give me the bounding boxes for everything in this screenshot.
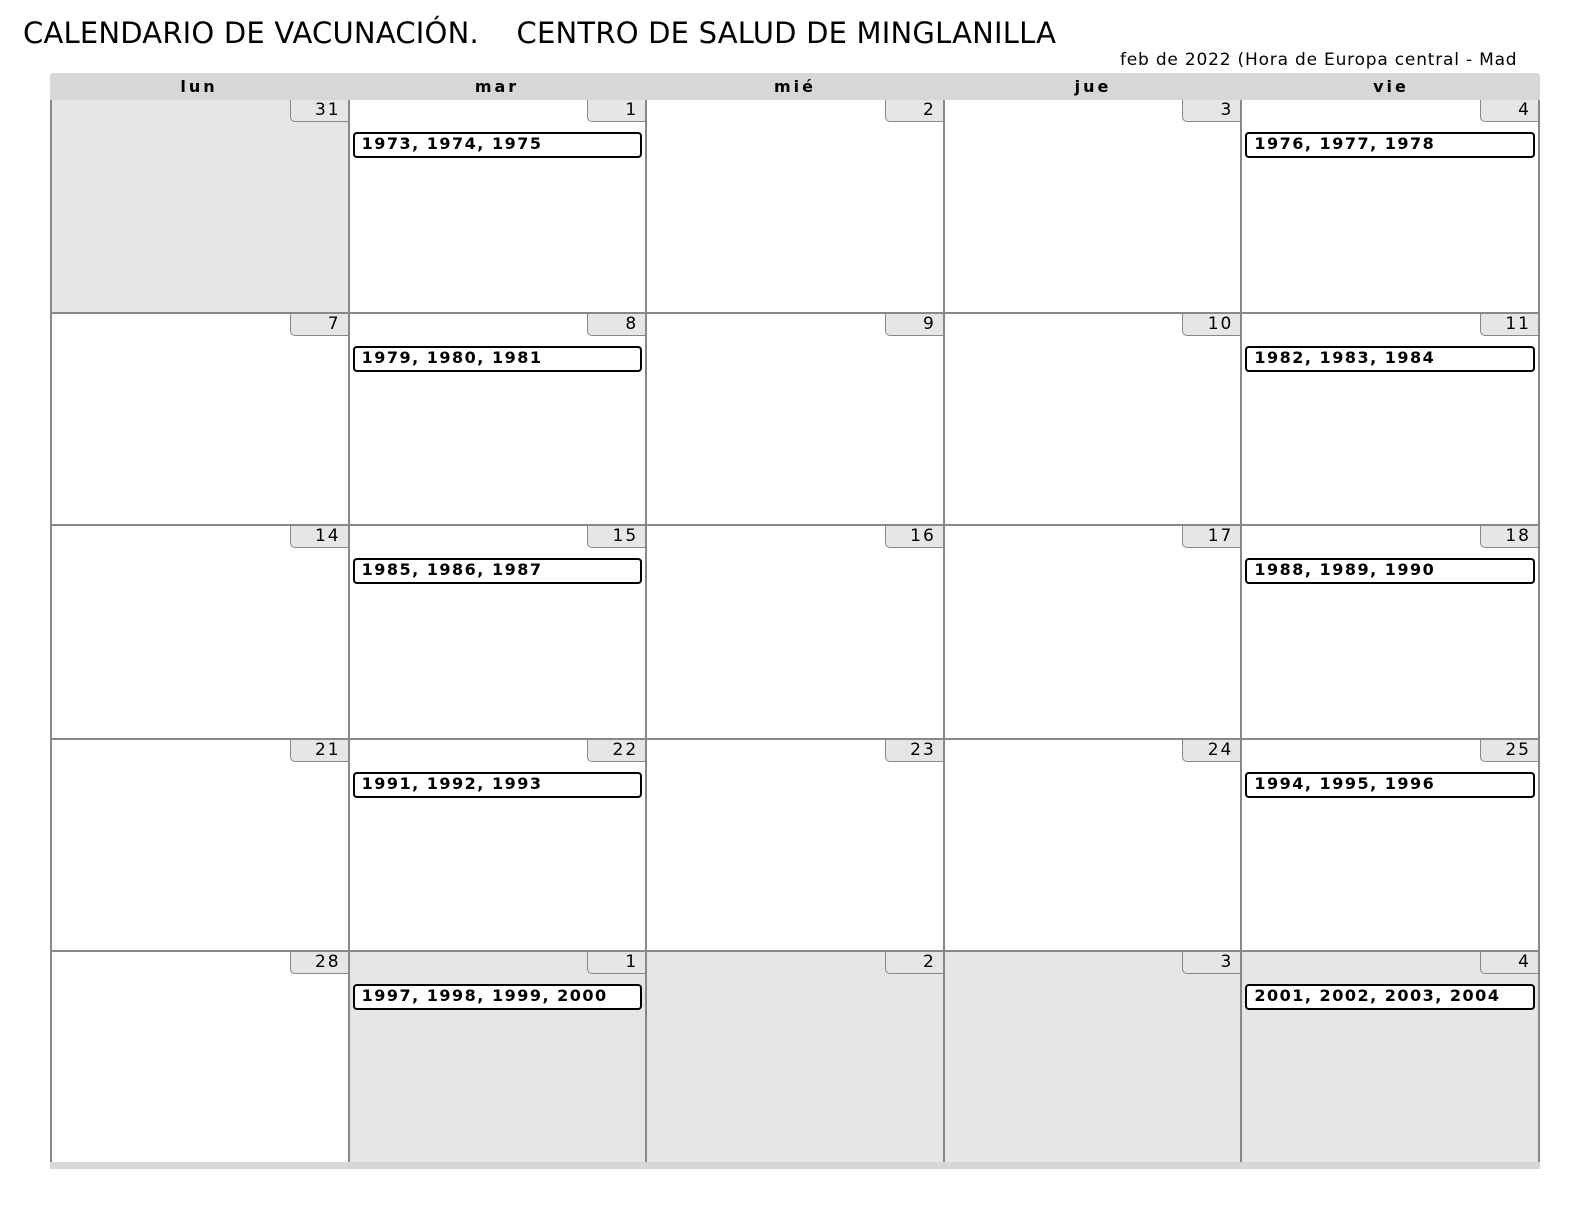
calendar-day-cell[interactable]: [647, 100, 945, 312]
day-number[interactable]: 1: [587, 100, 645, 122]
calendar-day-cell[interactable]: [1242, 312, 1540, 524]
calendar-grid: [50, 73, 1540, 1169]
calendar-day-cell[interactable]: [945, 950, 1243, 1162]
calendar-event[interactable]: 1973, 1974, 1975: [353, 132, 643, 158]
calendar-day-cell[interactable]: [945, 312, 1243, 524]
calendar-week: [50, 524, 1540, 738]
calendar-event[interactable]: 1994, 1995, 1996: [1245, 772, 1535, 798]
day-number[interactable]: 25: [1480, 740, 1538, 762]
day-number[interactable]: 31: [290, 100, 348, 122]
calendar-day-cell[interactable]: [350, 312, 648, 524]
calendar-day-cell[interactable]: [350, 100, 648, 312]
calendar-day-cell[interactable]: [350, 524, 648, 738]
day-number[interactable]: 16: [885, 526, 943, 548]
calendar-day-cell[interactable]: [350, 738, 648, 950]
day-number[interactable]: 3: [1182, 952, 1240, 974]
calendar-day-cell[interactable]: [1242, 950, 1540, 1162]
day-number[interactable]: 21: [290, 740, 348, 762]
calendar-day-cell[interactable]: [52, 738, 350, 950]
weekday-label: jue: [1074, 77, 1112, 96]
calendar-day-cell[interactable]: [647, 738, 945, 950]
weekday-label: lun: [180, 77, 218, 96]
calendar-day-cell[interactable]: [945, 100, 1243, 312]
day-number[interactable]: 3: [1182, 100, 1240, 122]
day-number[interactable]: 15: [587, 526, 645, 548]
calendar-event[interactable]: 1982, 1983, 1984: [1245, 346, 1535, 372]
calendar-event[interactable]: 1985, 1986, 1987: [353, 558, 643, 584]
day-number[interactable]: 4: [1480, 952, 1538, 974]
calendar-day-cell[interactable]: [647, 524, 945, 738]
calendar-footer-bar: [50, 1162, 1540, 1169]
day-number[interactable]: 24: [1182, 740, 1240, 762]
weekday-header: [50, 73, 1540, 100]
month-timezone-label: feb de 2022 (Hora de Europa central - Mad: [1120, 50, 1518, 70]
weekday-label: vie: [1373, 77, 1409, 96]
calendar-event[interactable]: 1991, 1992, 1993: [353, 772, 643, 798]
day-number[interactable]: 17: [1182, 526, 1240, 548]
calendar-week: [50, 100, 1540, 312]
calendar-day-cell[interactable]: [52, 950, 350, 1162]
day-number[interactable]: 1: [587, 952, 645, 974]
calendar-day-cell[interactable]: [647, 312, 945, 524]
page-title: CALENDARIO DE VACUNACIÓN. CENTRO DE SALUD DE MINGLANILLA: [23, 16, 1057, 50]
day-number[interactable]: 28: [290, 952, 348, 974]
calendar-day-cell[interactable]: [945, 738, 1243, 950]
day-number[interactable]: 10: [1182, 314, 1240, 336]
day-number[interactable]: 9: [885, 314, 943, 336]
calendar-event[interactable]: 1979, 1980, 1981: [353, 346, 643, 372]
calendar-day-cell[interactable]: [1242, 738, 1540, 950]
calendar-event[interactable]: 1988, 1989, 1990: [1245, 558, 1535, 584]
day-number[interactable]: 8: [587, 314, 645, 336]
day-number[interactable]: 11: [1480, 314, 1538, 336]
calendar-day-cell[interactable]: [52, 100, 350, 312]
day-number[interactable]: 18: [1480, 526, 1538, 548]
day-number[interactable]: 2: [885, 952, 943, 974]
calendar-day-cell[interactable]: [52, 312, 350, 524]
day-number[interactable]: 2: [885, 100, 943, 122]
calendar-weeks: [50, 100, 1540, 1162]
weekday-label: mar: [474, 77, 520, 96]
calendar-week: [50, 738, 1540, 950]
calendar-week: [50, 312, 1540, 524]
calendar-day-cell[interactable]: [1242, 524, 1540, 738]
calendar-day-cell[interactable]: [647, 950, 945, 1162]
calendar-day-cell[interactable]: [52, 524, 350, 738]
calendar-day-cell[interactable]: [1242, 100, 1540, 312]
calendar-event[interactable]: 2001, 2002, 2003, 2004: [1245, 984, 1535, 1010]
calendar-event[interactable]: 1997, 1998, 1999, 2000: [353, 984, 643, 1010]
day-number[interactable]: 22: [587, 740, 645, 762]
calendar-event[interactable]: 1976, 1977, 1978: [1245, 132, 1535, 158]
calendar-day-cell[interactable]: [945, 524, 1243, 738]
day-number[interactable]: 14: [290, 526, 348, 548]
day-number[interactable]: 7: [290, 314, 348, 336]
day-number[interactable]: 23: [885, 740, 943, 762]
day-number[interactable]: 4: [1480, 100, 1538, 122]
calendar-day-cell[interactable]: [350, 950, 648, 1162]
calendar-week: [50, 950, 1540, 1162]
weekday-label: mié: [773, 77, 816, 96]
